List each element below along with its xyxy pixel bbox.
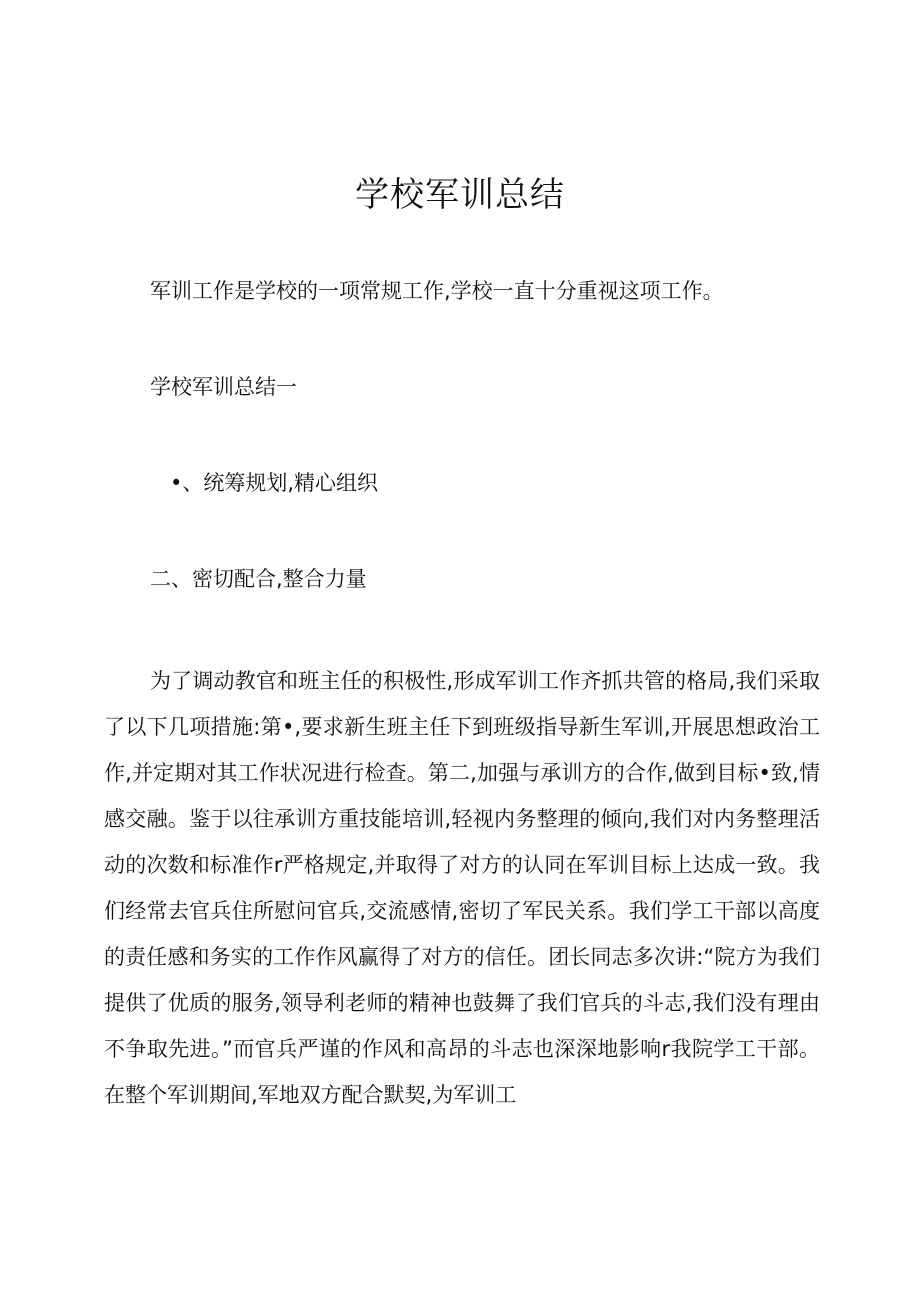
intro-paragraph: 军训工作是学校的一项常规工作,学校一直十分重视这项工作。 xyxy=(150,279,724,303)
section-item-1: •、统筹规划,精心组织 xyxy=(170,471,379,495)
document-title: 学校军训总结 xyxy=(355,175,565,215)
body-paragraph: 为了调动教官和班主任的积极性,形成军训工作齐抓共管的格局,我们采取了以下几项措施:第•,要求新生班主任下到班级指导新生军训,开展思想政治工作,并定期对其工作状况进行检查。第二,加强与承训方的合作,做到目标•致,情感交融。鉴于以往承训方重技能培训,轻视内务整理的倾向,我们对内务整理活动的次数和标准作r严格规定,并取得了对方的认同在军训目标上达成一致。我们经常去官兵住所慰问官兵,交流感情,密切了军民关系。我们学工干部以高度的责任感和务实的工作作风赢得了对方的信任。团长同志多次讲:“院方为我们提供了优质的服务,领导利老师的精神也鼓舞了我们官兵的斗志,我们没有理由不争取先进。”而官兵严谨的作风和高昂的斗志也深深地影响r我院学工干部。在整个军训期间,军地双方配合默契,为军训工 xyxy=(104,669,820,1107)
section-item-2: 二、密切配合,整合力量 xyxy=(150,567,367,591)
section-subheading: 学校军训总结一 xyxy=(150,375,297,399)
